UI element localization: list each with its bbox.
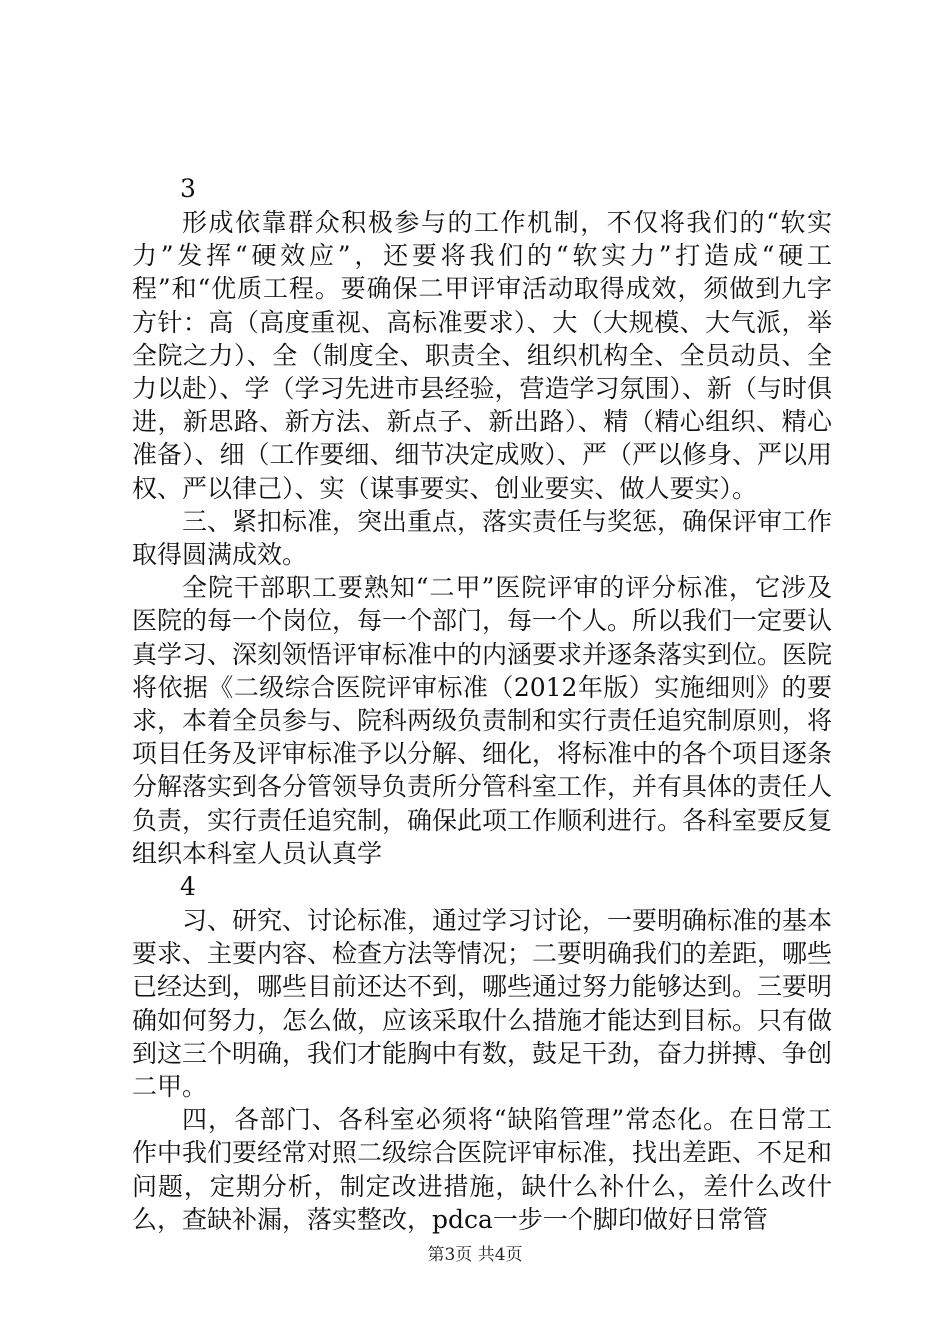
- body-paragraph: 全院干部职工要熟知“二甲”医院评审的评分标准，它涉及医院的每一个岗位，每一个部门，每一个人。所以我们一定要认真学习、深刻领悟评审标准中的内涵要求并逐条落实到位。医院将依据《二级综合医院评审标准（2012年版）实施细则》的要求，本着全员参与、院科两级负责制和实行责任追究制原则，将项目任务及评审标准予以分解、细化，将标准中的各个项目逐条分解落实到各分管领导负责所分管科室工作，并有具体的责任人负责，实行责任追究制，确保此项工作顺利进行。各科室要反复组织本科室人员认真学: [132, 573, 833, 868]
- section-heading-paragraph: 四，各部门、各科室必须将“缺陷管理”常态化。在日常工作中我们要经常对照二级综合医院评审标准，找出差距、不足和问题，定期分析，制定改进措施，缺什么补什么，差什么改什么，查缺补漏，落实整改，pdca一步一个脚印做好日常管: [132, 1105, 833, 1234]
- page-footer: 第3页 共4页: [427, 1245, 523, 1265]
- document-body: [132, 172, 832, 1236]
- body-paragraph: 形成依靠群众积极参与的工作机制，不仅将我们的“软实力”发挥“硬效应”，还要将我们的“软实力”打造成“硬工程”和“优质工程。要确保二甲评审活动取得成效，须做到九字方针：高（高度重视、高标准要求）、大（大规模、大气派，举全院之力）、全（制度全、职责全、组织机构全、全员动员、全力以赴）、学（学习先进市县经验，营造学习氛围）、新（与时俱进，新思路、新方法、新点子、新出路）、精（精心组织、精心准备）、细（工作要细、细节决定成败）、严（严以修身、严以用权、严以律己）、实（谋事要实、创业要实、做人要实）。: [132, 208, 833, 503]
- inline-page-number: 4: [180, 872, 196, 902]
- section-heading-paragraph: 三、紧扣标准，突出重点，落实责任与奖惩，确保评审工作取得圆满成效。: [132, 506, 833, 570]
- inline-page-number: 3: [180, 174, 196, 203]
- body-paragraph: 习、研究、讨论标准，通过学习讨论，一要明确标准的基本要求、主要内容、检查方法等情况；二要明确我们的差距，哪些已经达到，哪些目前还达不到，哪些通过努力能够达到。三要明确如何努力，怎么做，应该采取什么措施才能达到目标。只有做到这三个明确，我们才能胸中有数，鼓足干劲，奋力拼搏、争创二甲。: [132, 906, 833, 1102]
